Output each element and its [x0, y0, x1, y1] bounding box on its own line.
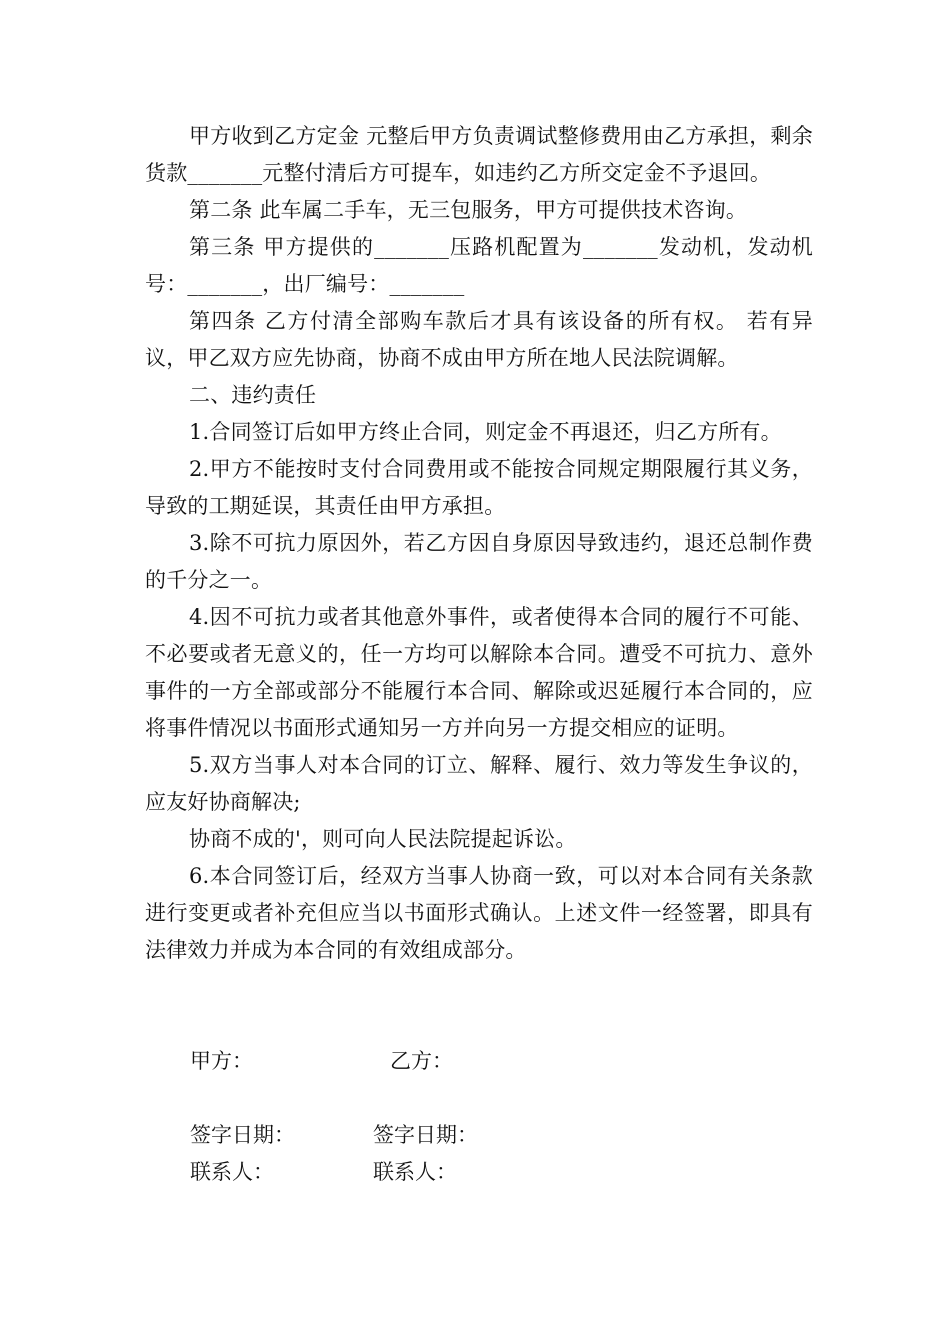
signature-date-row — [190, 1117, 478, 1154]
party-b-label: 乙方： — [390, 1049, 453, 1073]
clause-3: 3.除不可抗力原因外，若乙方因自身原因导致违约，退还总制作费的千分之一。 — [145, 531, 813, 592]
contact-row — [190, 1154, 457, 1191]
clause-5-continued: 协商不成的'，则可向人民法院提起诉讼。 — [189, 827, 577, 851]
clause-4: 4.因不可抗力或者其他意外事件，或者使得本合同的履行不可能、不必要或者无意义的，任一方均可以解除本合同。遭受不可抗力、意外事件的一方全部或部分不能履行本合同、解除或迟延履行本合同的，应将事件情况以书面形式通知另一方并向另一方提交相应的证明。 — [145, 605, 813, 740]
sign-date-a-label: 签字日期： — [190, 1123, 295, 1147]
clause-6: 6.本合同签订后，经双方当事人协商一致，可以对本合同有关条款进行变更或者补充但应当以书面形式确认。上述文件一经签署，即具有法律效力并成为本合同的有效组成部分。 — [145, 864, 813, 962]
clause-2: 2.甲方不能按时支付合同费用或不能按合同规定期限履行其义务，导致的工期延误，其责任由甲方承担。 — [145, 457, 813, 518]
contract-body — [145, 118, 813, 969]
party-a-label: 甲方： — [190, 1049, 253, 1073]
paragraph-article-3: 第三条 甲方提供的_______压路机配置为_______发动机，发动机号：_______，出厂编号：_______ — [145, 235, 813, 296]
contact-b-label: 联系人： — [373, 1160, 457, 1184]
paragraph-article-4: 第四条 乙方付清全部购车款后才具有该设备的所有权。 若有异议，甲乙双方应先协商，协商不成由甲方所在地人民法院调解。 — [145, 309, 813, 370]
paragraph-article-2: 第二条 此车属二手车，无三包服务，甲方可提供技术咨询。 — [189, 198, 748, 222]
signature-parties-row — [190, 1043, 453, 1080]
paragraph-deposit: 甲方收到乙方定金 元整后甲方负责调试整修费用由乙方承担，剩余货款_______元整付清后方可提车，如违约乙方所交定金不予退回。 — [145, 124, 813, 185]
contact-a-label: 联系人： — [190, 1160, 274, 1184]
clause-5: 5.双方当事人对本合同的订立、解释、履行、效力等发生争议的，应友好协商解决; — [145, 753, 813, 814]
section-heading-liability: 二、违约责任 — [189, 383, 317, 407]
sign-date-b-label: 签字日期： — [373, 1123, 478, 1147]
clause-1: 1.合同签订后如甲方终止合同，则定金不再退还，归乙方所有。 — [189, 420, 782, 444]
